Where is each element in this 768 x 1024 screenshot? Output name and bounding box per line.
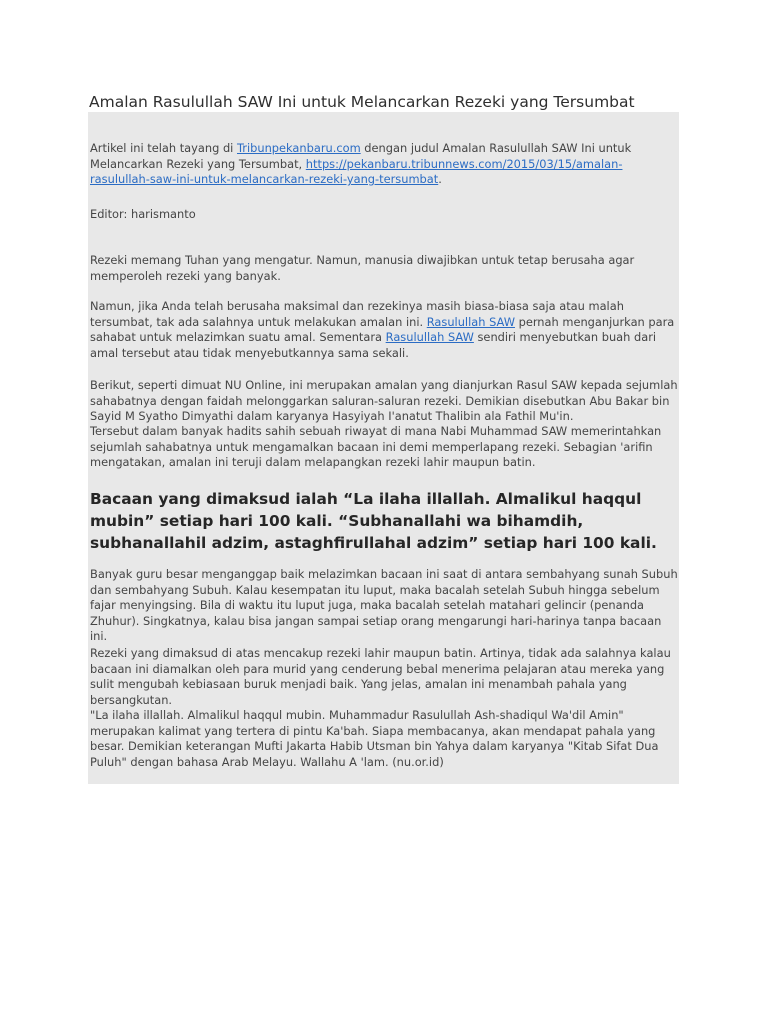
page-title: Amalan Rasulullah SAW Ini untuk Melancarkan Rezeki yang Tersumbat xyxy=(89,93,635,111)
source-attribution xyxy=(90,141,678,188)
attribution-prefix: Artikel ini telah tayang di xyxy=(90,141,237,155)
paragraph: Rezeki memang Tuhan yang mengatur. Namun, manusia diwajibkan untuk tetap berusaha agar memperoleh rezeki yang banyak. xyxy=(90,253,635,283)
article-url-link[interactable]: https://pekanbaru.tribunnews.com/2015/03/15/amalan-rasulullah-saw-ini-untuk-melancarkan-rezeki-yang-tersumbat xyxy=(90,156,623,186)
paragraph-text: pernah menganjurkan para sahabat untuk melazimkan suatu amal. Sementara xyxy=(90,314,675,344)
editor-line: Editor: harismanto xyxy=(90,207,196,221)
paragraph: Rezeki yang dimaksud di atas mencakup rezeki lahir maupun batin. Artinya, tidak ada salahnya kalau bacaan ini diamalkan oleh para murid yang cenderung bebal menerima pelajaran atau mereka yang sulit mengubah kebiasaan buruk menjadi baik. Yang jelas, amalan ini menambah pahala yang bersangkutan. xyxy=(90,646,671,707)
paragraph-text: Namun, jika Anda telah berusaha maksimal dan rezekinya masih biasa-biasa saja atau malah tersumbat, tak ada salahnya untuk melakukan amalan ini. xyxy=(90,299,624,329)
attribution-middle: dengan judul Amalan Rasulullah SAW Ini untuk Melancarkan Rezeki yang Tersumbat, xyxy=(90,141,632,171)
rasulullah-link[interactable]: Rasulullah SAW xyxy=(426,314,515,329)
paragraph: Berikut, seperti dimuat NU Online, ini merupakan amalan yang dianjurkan Rasul SAW kepada sejumlah sahabatnya dengan faidah melonggarkan saluran-saluran rezeki. Demikian disebutkan Abu Bakar bin Sayid M Syatho Dimyathi dalam karyanya Hasyiyah I'anatut Thalibin ala Fathil Mu'in. xyxy=(90,378,678,423)
source-link[interactable]: Tribunpekanbaru.com xyxy=(236,141,361,155)
paragraph: Banyak guru besar menganggap baik melazimkan bacaan ini saat di antara sembahyang sunah Subuh dan sembahyang Subuh. Kalau kesempatan itu luput, maka bacalah setelah Subuh hingga sebelum fajar menyingsing. Bila di waktu itu luput juga, maka bacalah setelah matahari gelincir (penanda Zhuhur). Singkatnya, kalau bisa jangan sampai setiap orang mengarungi hari-harinya tanpa bacaan ini. xyxy=(90,567,678,643)
dhikr-quote: Bacaan yang dimaksud ialah “La ilaha illallah. Almalikul haqqul mubin” setiap hari 100 kali. “Subhanallahi wa bihamdih, subhanallahil adzim, astaghfirullahal adzim” setiap hari 100 kali. xyxy=(90,490,657,552)
attribution-suffix: . xyxy=(438,172,442,186)
paragraph xyxy=(90,299,678,361)
paragraph: Tersebut dalam banyak hadits sahih sebuah riwayat di mana Nabi Muhammad SAW memerintahkan sejumlah sahabatnya untuk mengamalkan bacaan ini demi memperlapang rezeki. Sebagian 'arifin mengatakan, amalan ini teruji dalam melapangkan rezeki lahir maupun batin. xyxy=(90,424,662,469)
paragraph: "La ilaha illallah. Almalikul haqqul mubin. Muhammadur Rasulullah Ash-shadiqul Wa'dil Amin" merupakan kalimat yang tertera di pintu Ka'bah. Siapa membacanya, akan mendapat pahala yang besar. Demikian keterangan Mufti Jakarta Habib Utsman bin Yahya dalam karyanya "Kitab Sifat Dua Puluh" dengan bahasa Arab Melayu. Wallahu A 'lam. (nu.or.id) xyxy=(90,708,659,769)
paragraph-text: sendiri menyebutkan buah dari amal tersebut atau tidak menyebutkannya sama sekali. xyxy=(90,330,657,360)
rasulullah-link[interactable]: Rasulullah SAW xyxy=(385,330,474,344)
